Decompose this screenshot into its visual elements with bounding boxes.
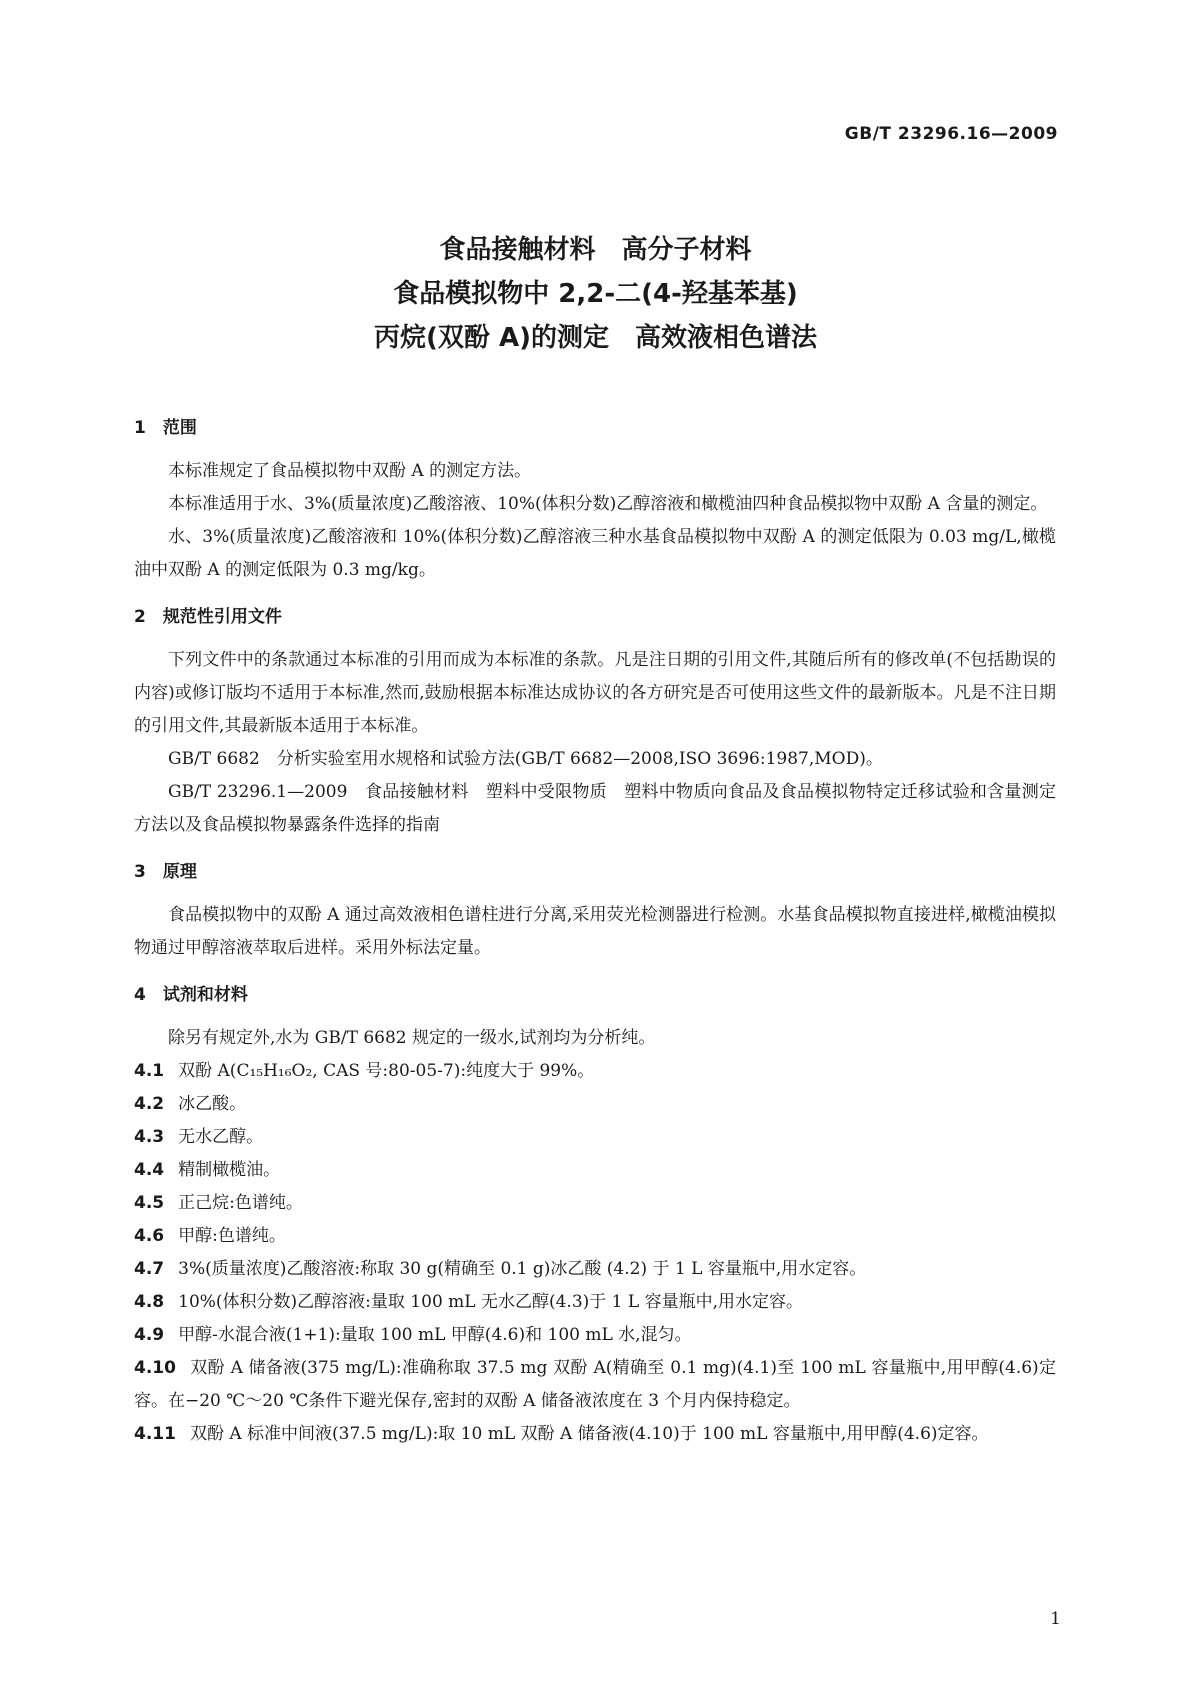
reagent-item xyxy=(134,1121,1056,1154)
document-title xyxy=(0,228,1191,360)
item-number: 4.4 xyxy=(134,1160,165,1180)
item-number: 4.1 xyxy=(134,1061,165,1081)
page-number: 1 xyxy=(1050,1609,1061,1629)
item-text: 双酚 A 储备液(375 mg/L):准确称取 37.5 mg 双酚 A(精确至 0.1 mg)(4.1)至 100 mL 容量瓶中,用甲醇(4.6)定容。在−20 ℃～20 ℃条件下避光保存,密封的双酚 A 储备液浓度在 3 个月内保持稳定。 xyxy=(134,1358,1056,1411)
item-number: 4.10 xyxy=(134,1358,176,1378)
item-number: 4.3 xyxy=(134,1127,165,1147)
reagent-item xyxy=(134,1253,1056,1286)
item-text: 无水乙醇。 xyxy=(178,1127,264,1147)
item-text: 精制橄榄油。 xyxy=(178,1160,281,1180)
item-text: 10%(体积分数)乙醇溶液:量取 100 mL 无水乙醇(4.3)于 1 L 容量瓶中,用水定容。 xyxy=(178,1292,803,1312)
item-number: 4.7 xyxy=(134,1259,165,1279)
reagent-item xyxy=(134,1352,1056,1418)
normative-reference: GB/T 23296.1—2009 食品接触材料 塑料中受限物质 塑料中物质向食品及食品模拟物特定迁移试验和含量测定方法以及食品模拟物暴露条件选择的指南 xyxy=(134,782,1056,835)
item-text: 甲醇:色谱纯。 xyxy=(178,1226,286,1246)
item-number: 4.6 xyxy=(134,1226,165,1246)
section-1-paragraph: 本标准规定了食品模拟物中双酚 A 的测定方法。 xyxy=(168,461,532,481)
section-2-heading: 2 规范性引用文件 xyxy=(134,607,282,627)
section-3-paragraph: 食品模拟物中的双酚 A 通过高效液相色谱柱进行分离,采用荧光检测器进行检测。水基食品模拟物直接进样,橄榄油模拟物通过甲醇溶液萃取后进样。采用外标法定量。 xyxy=(134,905,1056,958)
item-text: 正己烷:色谱纯。 xyxy=(178,1193,303,1213)
standard-code: GB/T 23296.16—2009 xyxy=(844,124,1058,144)
reagent-item xyxy=(134,1418,1056,1451)
reagent-item xyxy=(134,1187,1056,1220)
title-line-2: 食品模拟物中 2,2-二(4-羟基苯基) xyxy=(393,279,798,309)
document-body xyxy=(134,412,1056,1451)
reagent-item xyxy=(134,1286,1056,1319)
section-4-paragraph: 除另有规定外,水为 GB/T 6682 规定的一级水,试剂均为分析纯。 xyxy=(168,1028,656,1048)
item-number: 4.11 xyxy=(134,1424,176,1444)
title-line-3: 丙烷(双酚 A)的测定 高效液相色谱法 xyxy=(374,323,817,353)
section-2-paragraph: 下列文件中的条款通过本标准的引用而成为本标准的条款。凡是注日期的引用文件,其随后所有的修改单(不包括勘误的内容)或修订版均不适用于本标准,然而,鼓励根据本标准达成协议的各方研究是否可使用这些文件的最新版本。凡是不注日期的引用文件,其最新版本适用于本标准。 xyxy=(134,650,1056,736)
item-number: 4.2 xyxy=(134,1094,165,1114)
item-text: 3%(质量浓度)乙酸溶液:称取 30 g(精确至 0.1 g)冰乙酸 (4.2) 于 1 L 容量瓶中,用水定容。 xyxy=(178,1259,867,1279)
reagent-item xyxy=(134,1088,1056,1121)
reagent-item xyxy=(134,1220,1056,1253)
reagent-item xyxy=(134,1055,1056,1088)
item-number: 4.8 xyxy=(134,1292,165,1312)
item-text: 冰乙酸。 xyxy=(178,1094,247,1114)
reagent-item xyxy=(134,1154,1056,1187)
section-3-heading: 3 原理 xyxy=(134,862,197,882)
item-number: 4.5 xyxy=(134,1193,165,1213)
title-line-1: 食品接触材料 高分子材料 xyxy=(439,235,752,265)
section-1-paragraph: 本标准适用于水、3%(质量浓度)乙酸溶液、10%(体积分数)乙醇溶液和橄榄油四种食品模拟物中双酚 A 含量的测定。 xyxy=(168,494,1048,514)
section-1-paragraph: 水、3%(质量浓度)乙酸溶液和 10%(体积分数)乙醇溶液三种水基食品模拟物中双酚 A 的测定低限为 0.03 mg/L,橄榄油中双酚 A 的测定低限为 0.3 mg/kg。 xyxy=(134,527,1056,580)
normative-reference: GB/T 6682 分析实验室用水规格和试验方法(GB/T 6682—2008,ISO 3696:1987,MOD)。 xyxy=(168,749,883,769)
item-text: 双酚 A 标准中间液(37.5 mg/L):取 10 mL 双酚 A 储备液(4.10)于 100 mL 容量瓶中,用甲醇(4.6)定容。 xyxy=(189,1424,989,1444)
item-text: 甲醇-水混合液(1+1):量取 100 mL 甲醇(4.6)和 100 mL 水,混匀。 xyxy=(178,1325,692,1345)
section-4-heading: 4 试剂和材料 xyxy=(134,985,248,1005)
item-number: 4.9 xyxy=(134,1325,165,1345)
item-text: 双酚 A(C₁₅H₁₆O₂, CAS 号:80-05-7):纯度大于 99%。 xyxy=(178,1061,595,1081)
reagent-item xyxy=(134,1319,1056,1352)
section-1-heading: 1 范围 xyxy=(134,418,197,438)
